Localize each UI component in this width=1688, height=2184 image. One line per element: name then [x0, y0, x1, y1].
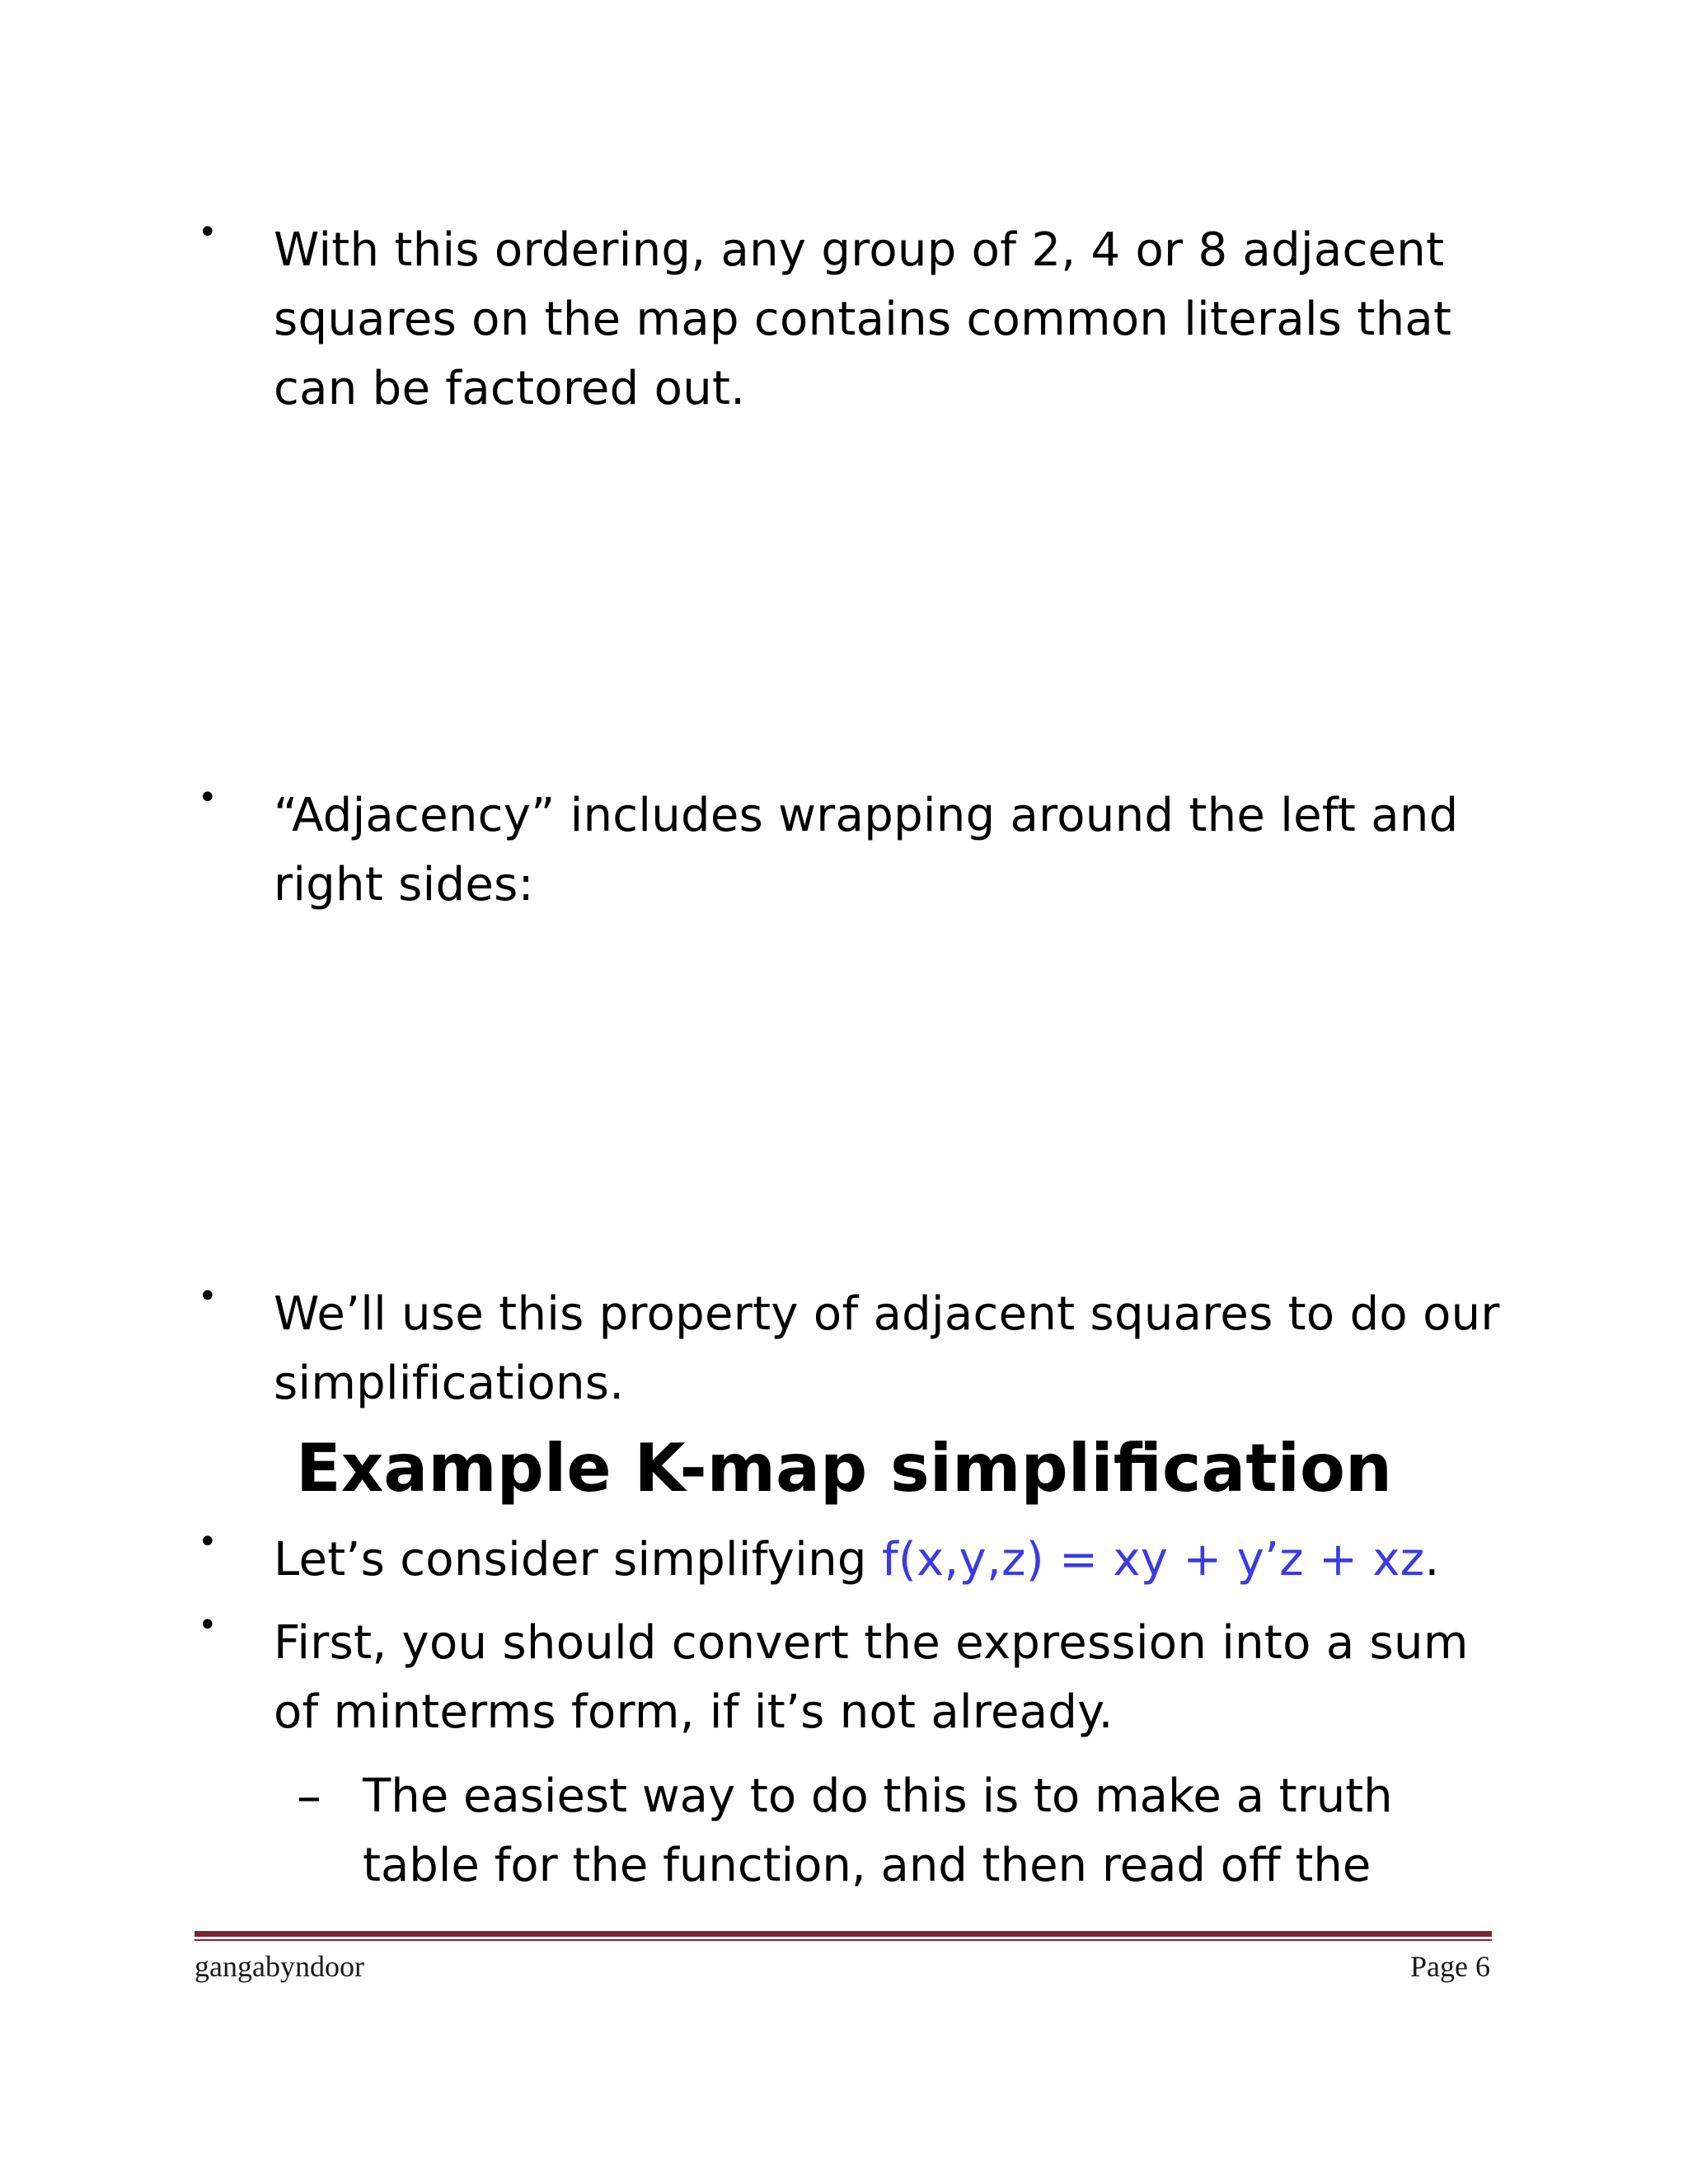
bullet-icon: • — [198, 1277, 218, 1315]
bullet-text: First, you should convert the expression into a sum of minterms form, if it’s not already. — [274, 1616, 1469, 1739]
footer-page-number: Page 6 — [1410, 1950, 1490, 1983]
section-heading: Example K-map simplification — [296, 1430, 1392, 1507]
footer-rule — [195, 1931, 1492, 1937]
bullet-icon: • — [198, 213, 218, 251]
bullet-text-prefix: Let’s consider simplifying — [274, 1533, 882, 1586]
bullet-text — [274, 1526, 1510, 1595]
bullet-text-suffix: . — [1424, 1533, 1440, 1586]
footer-author: gangabyndoor — [195, 1950, 364, 1983]
bullet-text: We’ll use this property of adjacent squares to do our simplifications. — [274, 1287, 1500, 1410]
sub-bullet-text: The easiest way to do this is to make a truth table for the function, and then read off the — [363, 1769, 1393, 1892]
bullet-text: With this ordering, any group of 2, 4 or 8 adjacent squares on the map contains common literals that can be factored out. — [274, 223, 1452, 415]
bullet-text: “Adjacency” includes wrapping around the left and right sides: — [274, 789, 1459, 912]
footer-rule-thin — [195, 1939, 1492, 1941]
dash-icon: – — [297, 1768, 321, 1825]
bullet-icon: • — [198, 1606, 218, 1644]
bullet-icon: • — [198, 779, 218, 817]
function-formula: f(x,y,z) = xy + y’z + xz — [881, 1533, 1425, 1586]
bullet-icon: • — [198, 1523, 218, 1561]
